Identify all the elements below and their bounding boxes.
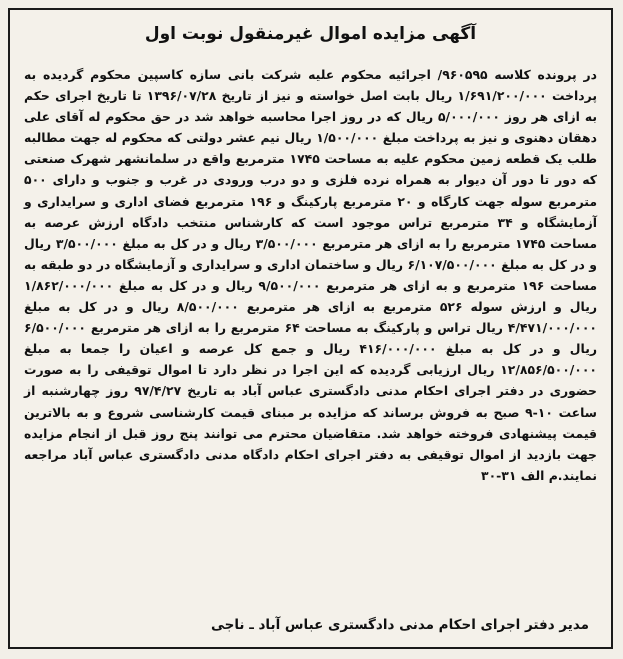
- notice-signature: مدیر دفتر اجرای احکام مدنی دادگستری عباس آباد ـ ناجی: [210, 617, 589, 633]
- notice-body: در پرونده کلاسه ۹۶۰۵۹۵/ اجرائیه محکوم علیه شرکت بانی سازه کاسپین محکوم گردیده به پرداخت ۱/۶۹۱/۲۰۰/۰۰۰ ریال بابت اصل خواسته و نیز از تاریخ ۱۳۹۶/۰۷/۲۸ تا تاریخ اجرای حکم به ازای هر روز ۵/۰۰۰/۰۰۰ ریال که در روز اجرا محاسبه خواهد شد در حق محکوم له آقای علی دهقان دهنوی و نیز به پرداخت مبلغ ۱/۵۰۰/۰۰۰ ریال نیم عشر دولتی که محکوم له جهت مطالبه طلب یک قطعه زمین محکوم علیه به مساحت ۱۷۴۵ مترمربع واقع در سلمانشهر شهرک صنعتی که دور تا دور آن دیوار به همراه نرده فلزی و دو درب ورودی در غرب و جنوب و دارای ۵۰۰ مترمربع سوله جهت کارگاه و ۲۰ مترمربع پارکینگ و ۱۹۶ مترمربع فضای اداری و سرایداری و آزمایشگاه و ۳۴ مترمربع تراس موجود است که کارشناس منتخب دادگاه ارزش عرصه به مساحت ۱۷۴۵ مترمربع را به ازای هر مترمربع ۳/۵۰۰/۰۰۰ ریال و در کل به مبلغ ۳/۵۰۰/۰۰۰ ریال و در کل به مبلغ ۶/۱۰۷/۵۰۰/۰۰۰ ریال و ساختمان اداری و سرایداری و آزمایشگاه در دو طبقه به مساحت ۱۹۶ مترمربع و به ازای هر مترمربع ۹/۵۰۰/۰۰۰ ریال و در کل به مبلغ ۱/۸۶۲/۰۰۰/۰۰۰ ریال و ارزش سوله ۵۲۶ مترمربع به ازای هر مترمربع ۸/۵۰۰/۰۰۰ ریال و در کل به مبلغ ۴/۴۷۱/۰۰۰/۰۰۰ ریال تراس و پارکینگ به مساحت ۶۴ مترمربع را به ازای هر مترمربع ۶/۵۰۰/۰۰۰ ریال و در کل به مبلغ ۴۱۶/۰۰۰/۰۰۰ ریال و جمع کل عرصه و اعیان را جمعا به مبلغ ۱۲/۸۵۶/۵۰۰/۰۰۰ ریال ارزیابی گردیده که این اجرا در نظر دارد تا اموال توقیفی را به صورت حضوری در دفتر اجرای احکام مدنی دادگستری عباس آباد به تاریخ ۹۷/۴/۲۷ روز چهارشنبه از ساعت ۱۰-۹ صبح به فروش برساند که مزایده بر مبنای قیمت کارشناسی شروع و به بالاترین قیمت پیشنهادی فروخته خواهد شد. متقاضیان محترم می توانند پنج روز قبل از انجام مزایده جهت بازدید از اموال توقیفی به دفتر اجرای احکام دادگاه مدنی دادگستری عباس آباد مراجعه نمایند.م الف ۳۱-۳۰: [24, 67, 598, 483]
- notice-title: آگهی مزایده اموال غیرمنقول نوبت اول: [144, 24, 477, 44]
- notice-frame: [8, 8, 613, 649]
